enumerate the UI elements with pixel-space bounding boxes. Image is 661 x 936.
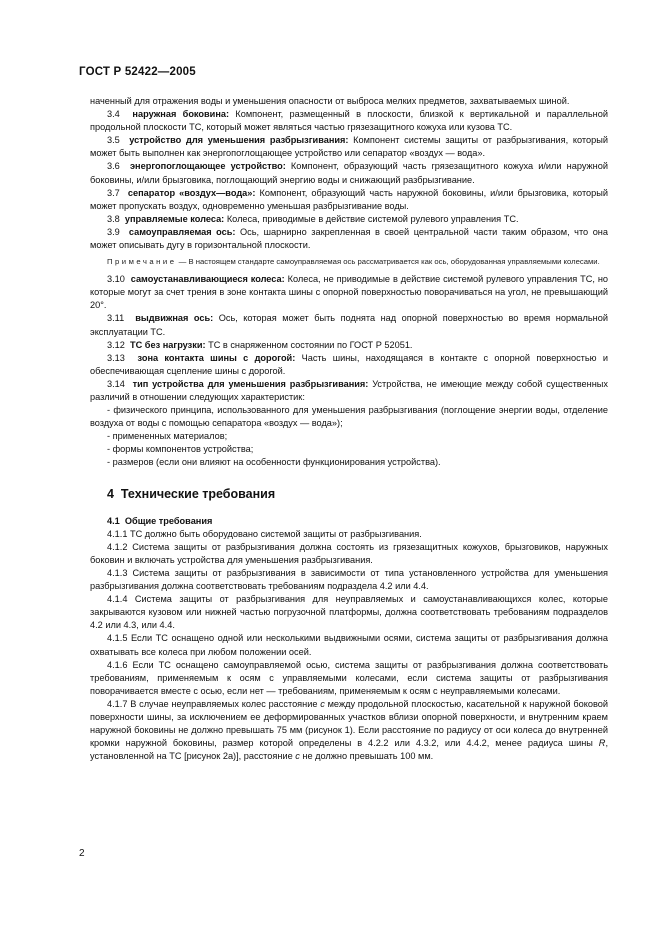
- characteristics-list: [90, 404, 608, 469]
- definition-text: Компонент, образующий часть наружной боковины, и/или брызговика, который может пропускать воздух, одновременно уменьшая разбрызгивание воды.: [90, 187, 609, 211]
- definition-text: Ось, которая может быть поднята над опорной поверхностью во время нормальной эксплуатации ТС.: [90, 313, 608, 337]
- definition-item: [90, 339, 608, 352]
- var-r: R: [598, 738, 606, 749]
- requirement-item: 4.1.1 ТС должно быть оборудовано системой защиты от разбрызгивания.: [107, 528, 422, 539]
- definition-item: [90, 108, 608, 134]
- definition-item: [90, 134, 608, 160]
- requirement-item: 4.1.3 Система защиты от разбрызгивания в зависимости от типа установленного устройства для уменьшения разбрызгивания должна соответствовать требованиям подраздела 4.2 или 4.4.: [90, 568, 608, 592]
- requirement-item: 4.1.2 Система защиты от разбрызгивания должна состоять из грязезащитных кожухов, брызговиков, наружных боковин и включать устройства для уменьшения разбрызгивания.: [90, 541, 608, 565]
- definition-text: Часть шины, находящаяся в контакте с опорной поверхностью и обеспечивающая сцепление шины с дорогой.: [90, 352, 608, 376]
- section-heading: [107, 488, 608, 501]
- definition-item: [90, 213, 608, 226]
- req-text-b: между продольной плоскостью, касательной к наружной боковой поверхности шины, за исключением ее деформированных участков вблизи опорной поверхности, и внутренним краем наружной боковины не должно превышать 75 мм (рисунок 1). Если расстояние по радиусу от оси колеса до внутренней кромки наружной боковины, размер которой определены в 4.2.2 или 4.3.2, или 4.4.2, менее радиуса шины: [90, 698, 608, 749]
- definition-term: зона контакта шины с дорогой:: [137, 352, 296, 363]
- definition-number: 3.10: [107, 274, 125, 285]
- definition-number: 3.6: [107, 161, 120, 172]
- definition-number: 3.4: [107, 109, 120, 120]
- var-c: с: [295, 751, 300, 762]
- definition-term: управляемые колеса:: [124, 213, 225, 224]
- definition-term: энергопоглощающее устройство:: [129, 161, 286, 172]
- section-title: Технические требования: [120, 486, 276, 501]
- subsection-number: 4.1: [107, 515, 120, 526]
- section-number: 4: [107, 486, 114, 501]
- definition-text: ТС в снаряженном состоянии по ГОСТ Р 52051.: [208, 339, 413, 350]
- list-item: - физического принципа, использованного для уменьшения разбрызгивания (поглощение энергии воды, отделение воздуха от воды с помощью сепаратора «воздух — вода»);: [90, 405, 608, 429]
- requirement-item: 4.1.6 Если ТС оснащено самоуправляемой осью, система защиты от разбрызгивания должна соответствовать требованиям, применяемым к осям с управляемыми колесами, если система защиты от разбрызгивания поворачивается вместе с осью, если нет — требованиям, применяемым к осям с неуправляемыми колесами.: [90, 659, 608, 696]
- requirements-list: [90, 528, 608, 698]
- definition-number: 3.13: [107, 352, 125, 363]
- definition-term: тип устройства для уменьшения разбрызгивания:: [132, 378, 369, 389]
- definition-item: [90, 226, 608, 252]
- definition-number: 3.8: [107, 213, 120, 224]
- definition-text: Устройства, не имеющие между собой существенных различий в отношении следующих характеристик:: [90, 378, 609, 402]
- definition-item: [90, 187, 608, 213]
- definition-number: 3.14: [107, 378, 125, 389]
- definition-number: 3.12: [107, 339, 125, 350]
- definition-term: выдвижная ось:: [135, 313, 214, 324]
- definition-text: Компонент системы защиты от разбрызгивания, который может быть выполнен как энергопоглощающее устройство или сепаратор «воздух — вода».: [90, 135, 608, 159]
- definition-term: устройство для уменьшения разбрызгивания:: [129, 135, 349, 146]
- definition-text: Компонент, размещенный в плоскости, близкой к вертикальной и параллельной продольной плоскости ТС, который может являться частью грязезащитного кожуха или кузова ТС.: [90, 109, 608, 133]
- definition-term: самоуправляемая ось:: [128, 226, 236, 237]
- definition-term: самоустанавливающиеся колеса:: [130, 274, 285, 285]
- document-header: ГОСТ Р 52422—2005: [79, 66, 196, 78]
- req-text-e: не должно превышать 100 мм.: [299, 751, 434, 762]
- note-label: Примечание: [107, 257, 177, 267]
- definition-item: [90, 352, 608, 378]
- document-body: [90, 95, 608, 763]
- requirement-item: 4.1.5 Если ТС оснащено одной или несколькими выдвижными осями, система защиты от разбрызгивания должна охватывать все колеса при любом положении осей.: [90, 633, 608, 657]
- definition-text: Колеса, не приводимые в действие системой рулевого управления ТС, но которые могут за счет трения в зоне контакта шины с опорной поверхностью поворачиваться на угол, не превышающий 20°.: [90, 274, 609, 311]
- definition-term: сепаратор «воздух—вода»:: [127, 187, 256, 198]
- definition-number: 3.9: [107, 226, 120, 237]
- note-text: — В настоящем стандарте самоуправляемая ось рассматривается как ось, оборудованная управляемыми колесами.: [178, 257, 600, 267]
- definition-term: ТС без нагрузки:: [130, 339, 206, 350]
- subsection-heading: [90, 515, 608, 528]
- definition-item: [90, 273, 608, 312]
- definition-number: 3.5: [107, 135, 120, 146]
- definitions-list-2: [90, 273, 608, 404]
- subsection-title: Общие требования: [124, 515, 213, 526]
- list-item: - формы компонентов устройства;: [107, 444, 254, 455]
- paragraph-continuation: наченный для отражения воды и уменьшения опасности от выброса мелких предметов, захватываемых шиной.: [90, 96, 570, 106]
- list-item: - размеров (если они влияют на особенности функционирования устройства).: [107, 457, 441, 468]
- list-item: - примененных материалов;: [107, 431, 228, 442]
- definition-text: Ось, шарнирно закрепленная в своей центральной части таким образом, что она может описывать дугу в горизонтальной плоскости.: [90, 226, 608, 251]
- definition-number: 3.11: [107, 313, 125, 324]
- page-number: 2: [79, 848, 85, 859]
- definition-term: наружная боковина:: [132, 109, 230, 120]
- definition-number: 3.7: [107, 187, 120, 198]
- definitions-list: [90, 108, 608, 252]
- definition-item: [90, 160, 608, 186]
- req-text-d: , установленной на ТС [рисунок 2а)], расстояние: [90, 738, 608, 762]
- requirement-4-1-7: [90, 698, 608, 763]
- var-c: с: [320, 698, 325, 709]
- requirement-item: 4.1.4 Система защиты от разбрызгивания для неуправляемых и самоустанавливающихся колес, которые закрываются кузовом или нижней частью погрузочной платформы, должна соответствовать требованиям подразделов 4.2 или 4.3, или 4.4.: [90, 594, 608, 631]
- note: [90, 256, 608, 267]
- definition-text: Колеса, приводимые в действие системой рулевого управления ТС.: [226, 213, 519, 224]
- definition-item: [90, 312, 608, 338]
- req-text-a: 4.1.7 В случае неуправляемых колес расстояние: [107, 698, 321, 709]
- definition-text: Компонент, образующий часть грязезащитного кожуха и/или наружной боковины, и/или брызговика, поглощающий энергию воды и снижающий разбрызгивание.: [90, 161, 608, 185]
- definition-item: [90, 378, 608, 404]
